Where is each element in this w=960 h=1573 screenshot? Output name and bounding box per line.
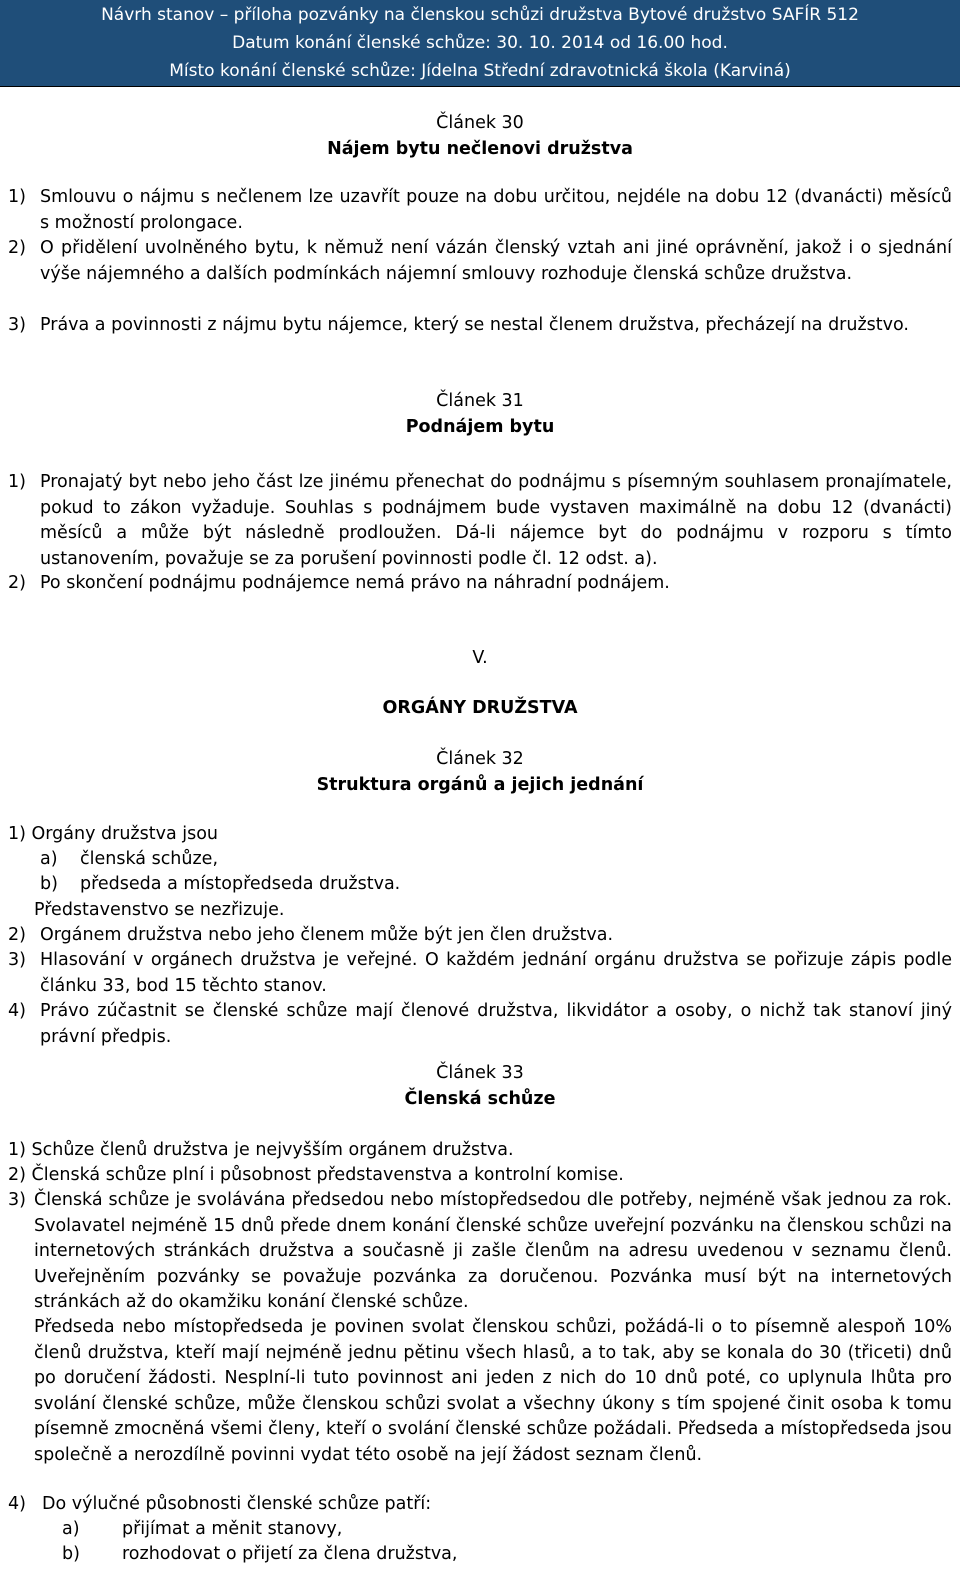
list-number: 3) [8, 1190, 26, 1210]
article-32-item-1-note: Představenstvo se nezřizuje. [34, 900, 285, 920]
article-33-item-2: 2) Členská schůze plní i působnost představenstva a kontrolní komise. [8, 1165, 624, 1185]
article-32-item-4: Právo zúčastnit se členské schůze mají členové družstva, likvidátor a osoby, o nichž tak stanoví jiný právní předpis. [40, 1001, 952, 1047]
article-33-item-4b: rozhodovat o přijetí za člena družstva, [122, 1544, 458, 1564]
list-letter: a) [62, 1519, 80, 1539]
article-32-item-1b: předseda a místopředseda družstva. [80, 874, 401, 894]
part-title: ORGÁNY DRUŽSTVA [382, 698, 578, 718]
header-divider [0, 86, 960, 87]
article-33-title: Členská schůze [404, 1089, 556, 1109]
list-number: 3) [8, 315, 26, 335]
article-30-item-2: O přidělení uvolněného bytu, k němuž není vázán členský vztah ani jiné oprávnění, jakož i o sjednání výše nájemného a dalších podmínkách nájemní smlouvy rozhoduje členská schůze družstva. [40, 238, 952, 284]
list-letter: b) [40, 874, 58, 894]
article-31-item-1: Pronajatý byt nebo jeho část lze jinému přenechat do podnájmu s písemným souhlasem pronajímatele, pokud to zákon vyžaduje. Souhlas s podnájmem bude vystaven maximálně na dobu 12 (dvanácti) měsíců a může být následně prodloužen. Dá-li nájemce byt do podnájmu v rozporu s tímto ustanovením, považuje se za porušení povinnosti podle čl. 12 odst. a). [40, 472, 952, 569]
article-33-item-4: Do výlučné působnosti členské schůze patří: [42, 1494, 432, 1514]
article-32-label: Článek 32 [436, 749, 524, 769]
list-number: 2) [8, 573, 26, 593]
header-venue: Místo konání členské schůze: Jídelna Střední zdravotnická škola (Karviná) [169, 61, 791, 81]
list-number: 1) [8, 472, 26, 492]
article-32-item-2: Orgánem družstva nebo jeho členem může být jen člen družstva. [40, 925, 614, 945]
article-32-title: Struktura orgánů a jejich jednání [316, 775, 644, 795]
list-number: 4) [8, 1001, 26, 1021]
article-30-title: Nájem bytu nečlenovi družstva [327, 139, 633, 159]
list-number: 4) [8, 1494, 26, 1514]
list-number: 2) [8, 238, 26, 258]
header-date: Datum konání členské schůze: 30. 10. 2014 od 16.00 hod. [232, 33, 728, 53]
article-33-label: Článek 33 [436, 1063, 524, 1083]
article-33-item-3-paragraph-2: Předseda nebo místopředseda je povinen svolat členskou schůzi, požádá-li o to písemně alespoň 10% členů družstva, kteří mají nejméně jednu pětinu všech hlasů, a to tak, aby se konala do 30 (třiceti) dnů po doručení žádosti. Nesplní-li tuto povinnost ani jeden z nich do 10 dnů poté, co uplynula lhůta pro svolání členské schůze, může členskou schůzi svolat a všechny úkony s tím spojené činit osoba k tomu písemně zmocněná všemi členy, kteří o svolání členské schůze požádali. Předseda a místopředseda jsou společně a nerozdílně povinni vydat této osobě na její žádost seznam členů. [34, 1317, 952, 1465]
article-30-item-1: Smlouvu o nájmu s nečlenem lze uzavřít pouze na dobu určitou, nejdéle na dobu 12 (dvanácti) měsíců s možností prolongace. [40, 187, 952, 233]
article-31-title: Podnájem bytu [405, 417, 555, 437]
article-33-item-3-paragraph-1: Členská schůze je svolávána předsedou nebo místopředsedou dle potřeby, nejméně však jednou za rok. Svolavatel nejméně 15 dnů přede dnem konání členské schůze uveřejní pozvánku na členskou schůzi na internetových stránkách družstva a současně ji zašle členům na adresu uvedenou v seznamu členů. Uveřejněním pozvánky se považuje pozvánka za doručenou. Pozvánka musí být na internetových stránkách až do okamžiku konání členské schůze. [34, 1190, 952, 1312]
list-letter: b) [62, 1544, 80, 1564]
list-number: 3) [8, 950, 26, 970]
article-32-item-3: Hlasování v orgánech družstva je veřejné. O každém jednání orgánu družstva se pořizuje zápis podle článku 33, bod 15 těchto stanov. [40, 950, 952, 996]
article-32-item-1: 1) Orgány družstva jsou [8, 824, 219, 844]
list-number: 2) [8, 925, 26, 945]
list-number: 1) [8, 187, 26, 207]
list-letter: a) [40, 849, 58, 869]
article-32-item-1a: členská schůze, [80, 849, 219, 869]
article-30-label: Článek 30 [436, 113, 524, 133]
document-header [0, 0, 960, 86]
part-numeral: V. [472, 648, 488, 668]
article-30-item-3: Práva a povinnosti z nájmu bytu nájemce, který se nestal členem družstva, přecházejí na družstvo. [40, 315, 909, 335]
article-33-item-1: 1) Schůze členů družstva je nejvyšším orgánem družstva. [8, 1140, 514, 1160]
article-31-label: Článek 31 [436, 391, 524, 411]
article-33-item-4a: přijímat a měnit stanovy, [122, 1519, 343, 1539]
header-title: Návrh stanov – příloha pozvánky na členskou schůzi družstva Bytové družstvo SAFÍR 512 [101, 5, 859, 25]
article-31-item-2: Po skončení podnájmu podnájemce nemá právo na náhradní podnájem. [40, 573, 670, 593]
